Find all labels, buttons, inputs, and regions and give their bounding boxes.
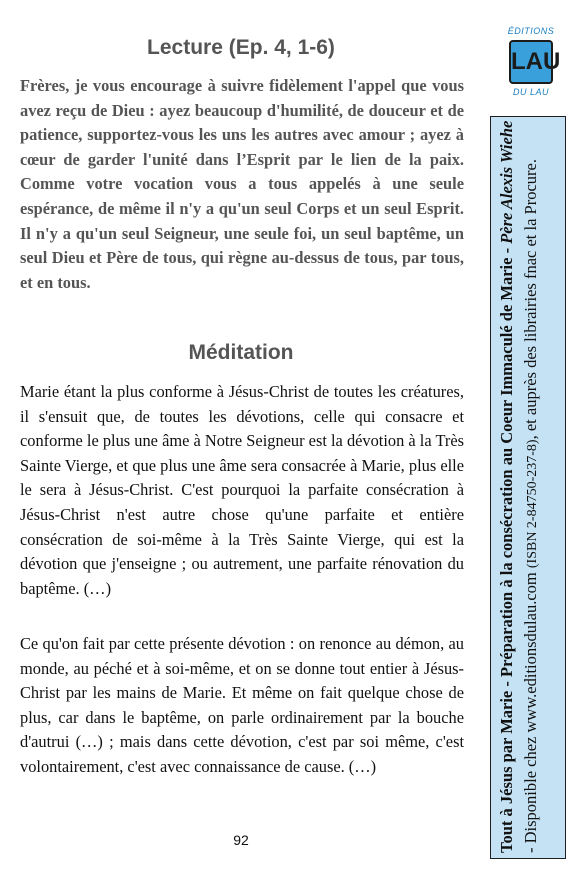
banner-author: Père Alexis Wiehe <box>497 120 516 244</box>
logo-bottom-text: DU LAU <box>512 87 549 97</box>
banner-availability: - Disponible chez www.editionsdulau.com <box>521 568 540 853</box>
page-number: 92 <box>233 832 249 848</box>
reading-text: Frères, je vous encourage à suivre fidèlement l'appel que vous avez reçu de Dieu : ayez beaucoup d'humilité, de douceur et de patience, supportez-vous les uns les autres avec amour ; ayez à cœur de garder l'unité dans l’Esprit par le lien de la paix. Comme votre vocation vous a tous appelés à une seule espérance, de même il n'y a qu'un seul Corps et un seul Esprit. Il n'y a qu'un seul Seigneur, une seule foi, un seul baptême, un seul Dieu et Père de tous, qui règne au-dessus de tous, par tous, et en tous. <box>20 76 464 292</box>
logo-mark: LAU <box>509 40 553 84</box>
logo-top-text: ÉDITIONS <box>507 26 555 36</box>
banner-isbn: (ISBN 2-84750-237-8) <box>525 439 540 569</box>
banner-text <box>495 118 566 853</box>
side-banner <box>490 116 566 859</box>
meditation-paragraph-1: Marie étant la plus conforme à Jésus-Christ de toutes les créatures, il s'ensuit que, de toutes les dévotions, celle qui consacre et conforme le plus une âme à Notre Seigneur est la dévotion à la Très Sainte Vierge, et que plus une âme sera consacrée à Marie, plus elle le sera à Jésus-Christ. C'est pourquoi la parfaite consécration à Jésus-Christ n'est autre chose qu'une parfaite et entière consécration de soi-même à la Très Sainte Vierge, qui est la dévotion que j'enseigne ; ou autrement, une parfaite rénovation du baptême. (…) <box>20 382 464 598</box>
meditation-paragraph-2: Ce qu'on fait par cette présente dévotion : on renonce au démon, au monde, au péché et à soi-même, et on se donne tout entier à Jésus-Christ par les mains de Marie. Et même on fait quelque chose de plus, car dans le baptême, on parle ordinairement par la bouche d'autrui (…) ; mais dans cette dévotion, c'est par soi même, c'est volontairement, c'est avec connaissance de cause. (…) <box>20 634 464 776</box>
banner-book-title: Tout à Jésus par Marie - Préparation à la consécration au Coeur Immaculé de Marie - <box>497 247 516 853</box>
meditation-title: Méditation <box>188 341 294 364</box>
reading-title: Lecture (Ep. 4, 1-6) <box>147 36 335 59</box>
publisher-logo <box>500 26 562 100</box>
banner-retailers: , et auprès des librairies fnac et la Procure. <box>521 159 540 440</box>
